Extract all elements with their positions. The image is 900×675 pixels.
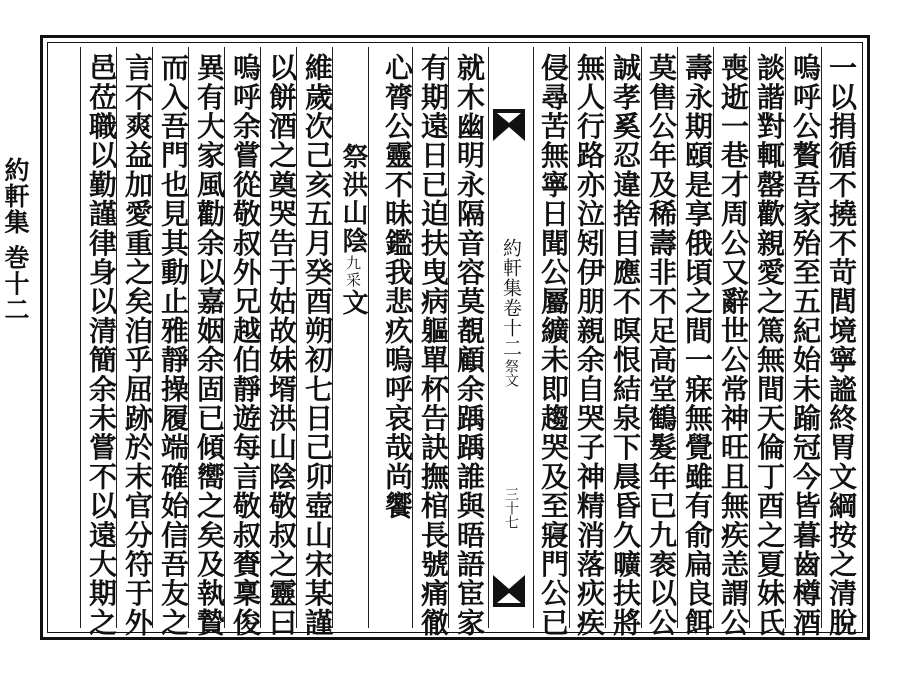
- text-column: 一以捐循不撓不苛閭境寧謐終胃文綱按之清脫: [825, 53, 858, 637]
- book-title-strip: 約軒集 巻十二: [1, 157, 30, 323]
- center-book-title: 約軒集卷十二: [500, 238, 522, 358]
- text-column: 無人行路亦泣矧伊朋親余自哭子神精消落疢疾: [573, 53, 606, 637]
- heading-main: 祭洪山陰: [338, 143, 368, 255]
- upper-fishtail-icon: [491, 105, 527, 145]
- text-column: 邑莅職以勤謹律身以清簡余未嘗不以遠大期之: [85, 53, 118, 637]
- heading-suffix: 文: [338, 289, 368, 317]
- text-column: 就木幽明永隔音容莫覩顧余踽踽誰與晤語宦家: [453, 53, 486, 637]
- center-page-number: 三十七: [503, 487, 519, 529]
- text-column: 談諧對輒罄歡親愛之篤無間天倫丁酉之夏妹氏: [753, 53, 786, 637]
- page-frame: [40, 35, 870, 640]
- text-column: 喪逝一巷才周公又辭世公常神旺且無疾恙謂公: [717, 53, 750, 637]
- text-column: 以餅酒之奠哭告于姑故妹壻洪山陰敬叔之靈曰: [265, 53, 298, 637]
- text-column: 而入吾門也見其動止雅靜操履端確始信吾友之: [157, 53, 190, 637]
- center-section: 祭文: [503, 359, 519, 387]
- column-rule: [533, 47, 534, 628]
- text-column: 嗚呼公贅吾家殆至五紀始未踰冠今皆暮齒樽酒: [789, 53, 822, 637]
- heading-note: 九采: [344, 255, 362, 289]
- lower-fishtail-icon: [491, 571, 527, 611]
- text-column: 嗚呼余嘗從敬叔外兄越伯靜遊每言敬叔賚稟俊: [229, 53, 262, 637]
- page-frame-inner: [47, 42, 863, 637]
- text-column: 壽永期頤是享俄頃之間一寐無覺雖有俞扁良餌: [681, 53, 714, 637]
- text-column: 有期遠日已迫扶曳病軀單杯告訣撫棺長號痛徹: [417, 53, 450, 637]
- center-rule: [488, 47, 489, 628]
- text-column: 異有大家風勸余以嘉姻余固已傾嚮之矣及執贄: [193, 53, 226, 637]
- text-column: 維歲次己亥五月癸酉朔初七日己卯壺山宋某謹: [301, 53, 334, 637]
- text-column: 莫售公年及稀壽非不足高堂鶴髮年已九袠以公: [645, 53, 678, 637]
- section-heading: [336, 143, 370, 383]
- text-column: 侵尋苦無寧日聞公屬纊未即趨哭及至寢門公已: [537, 53, 570, 637]
- text-column: 誠孝奚忍違捨目應不暝恨結泉下晨昏久曠扶將: [609, 53, 642, 637]
- text-column: 言不爽益加愛重之矣洎乎屈跡於末官分符于外: [121, 53, 154, 637]
- text-column: 心膂公靈不昧鑑我悲疚嗚呼哀哉尚饗: [381, 53, 414, 521]
- column-rule: [80, 47, 81, 628]
